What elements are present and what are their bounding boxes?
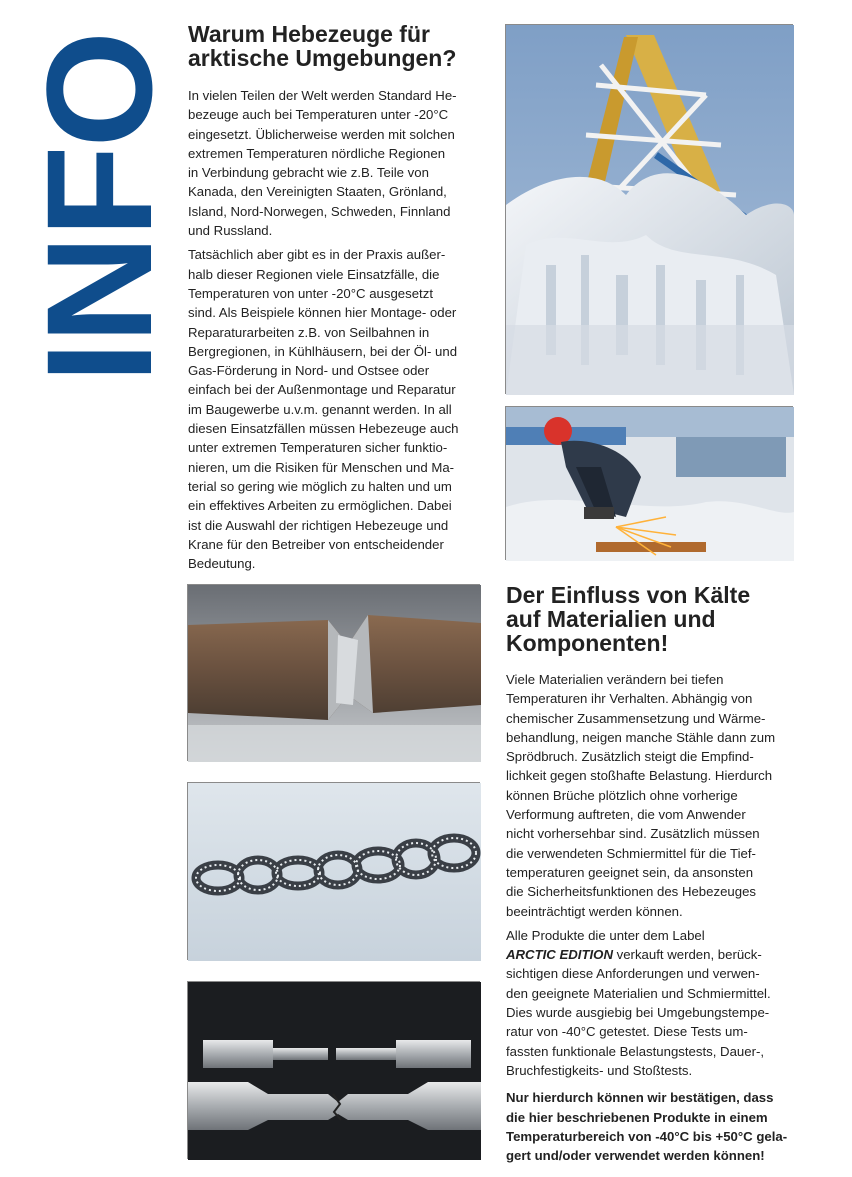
text-line: temperaturen geeignet sein, da ansonsten <box>506 864 754 880</box>
text-line: Temperaturbereich von -40°C bis +50°C gela- <box>506 1128 788 1144</box>
frosted-chain-image <box>188 783 481 961</box>
text-line: chemischer Zusammensetzung und Wärme- <box>506 710 766 726</box>
text-line: ratur von -40°C getestet. Diese Tests um- <box>506 1024 748 1040</box>
section2-paragraph1 <box>506 670 806 921</box>
text-line: fassten funktionale Belastungstests, Dauer-, <box>506 1043 765 1059</box>
text-line: Temperaturen ihr Verhalten. Abhängig von <box>506 691 753 707</box>
worker-photo <box>505 406 793 560</box>
text-line: einfach bei der Außenmontage und Reparatur <box>188 382 456 398</box>
section2-heading-line: auf Materialien und <box>506 606 716 632</box>
text-line: Dies wurde ausgiebig bei Umgebungstempe- <box>506 1005 770 1021</box>
section1-heading-line: Warum Hebezeuge für <box>188 21 430 47</box>
frozen-rig-photo <box>505 24 793 394</box>
text-line: ist die Auswahl der richtigen Hebezeuge und <box>188 517 449 533</box>
text-line: Alle Produkte die unter dem Label <box>506 927 705 943</box>
text-line: die verwendeten Schmiermittel für die Tief- <box>506 845 756 861</box>
section1-paragraph1 <box>188 86 488 240</box>
text-line: diesen Einsatzfällen müssen Hebezeuge auch <box>188 421 459 437</box>
text-line: eingesetzt. Üblicherweise werden mit solchen <box>188 126 455 142</box>
text-line: die hier beschriebenen Produkte in einem <box>506 1109 768 1125</box>
text-line: bezeuge auch bei Temperaturen unter -20°C <box>188 107 449 123</box>
text-line: Sprödbruch. Zusätzlich steigt die Empfind- <box>506 749 754 765</box>
text-line: den geeignete Materialien und Schmiermittel. <box>506 985 771 1001</box>
fractured-steel-image <box>188 585 481 762</box>
text-line: Island, Nord-Norwegen, Schweden, Finnland <box>188 203 451 219</box>
worker-image <box>506 407 794 561</box>
fractured-steel-photo <box>187 584 480 761</box>
text-fragment: verkauft werden, berück- <box>612 947 762 963</box>
text-line: terial so gering wie möglich zu halten und um <box>188 478 452 494</box>
section2-heading-line: Der Einfluss von Kälte <box>506 582 751 608</box>
text-line: unter extremen Temperaturen sicher funktio- <box>188 440 448 456</box>
text-line: Gas-Förderung in Nord- und Ostsee oder <box>188 363 430 379</box>
text-line: in Verbindung gebracht wie z.B. Teile von <box>188 165 429 181</box>
section2-body <box>506 670 806 1170</box>
text-line: die Sicherheitsfunktionen des Hebezeuges <box>506 884 756 900</box>
section2-heading <box>506 583 750 655</box>
text-line: Verformung auftreten, die vom Anwender <box>506 807 746 823</box>
frosted-chain-photo <box>187 782 480 960</box>
text-line: Bedeutung. <box>188 556 256 572</box>
text-line: extremen Temperaturen nördliche Regionen <box>188 145 446 161</box>
info-title-text: INFO <box>15 32 183 384</box>
text-line: Bruchfestigkeits- und Stoßtests. <box>506 1062 693 1078</box>
tensile-specimens-image <box>188 982 481 1160</box>
text-line: Tatsächlich aber gibt es in der Praxis außer- <box>188 247 446 263</box>
text-line: und Russland. <box>188 223 273 239</box>
text-line <box>506 945 806 964</box>
text-line: behandlung, neigen manche Stähle dann zum <box>506 729 776 745</box>
text-line: können Brüche plötzlich ohne vorherige <box>506 787 738 803</box>
text-line: Bergregionen, in Kühlhäusern, bei der Öl- und <box>188 343 458 359</box>
text-line: lichkeit gegen stoßhafte Belastung. Hierdurch <box>506 768 773 784</box>
section2-conclusion <box>506 1088 806 1165</box>
text-line: Kanada, den Vereinigten Staaten, Grönland, <box>188 184 447 200</box>
section2-paragraph2 <box>506 926 806 1080</box>
text-line: In vielen Teilen der Welt werden Standard He- <box>188 88 457 103</box>
info-sidebar-title <box>15 32 183 384</box>
text-line: sind. Als Beispiele können hier Montage- oder <box>188 305 457 321</box>
tensile-specimens-photo <box>187 981 480 1159</box>
text-line: sichtigen diese Anforderungen und verwen- <box>506 966 760 982</box>
section1-body <box>188 86 488 578</box>
arctic-edition-label: ARCTIC EDITION <box>506 947 613 963</box>
section2-heading-line: Komponenten! <box>506 630 669 656</box>
text-line: halb dieser Regionen viele Einsatzfälle, die <box>188 266 440 282</box>
text-line: im Baugewerbe u.v.m. genannt werden. In all <box>188 401 452 417</box>
text-line: gert und/oder verwendet werden können! <box>506 1148 765 1164</box>
frozen-rig-image <box>506 25 794 395</box>
text-line: Nur hierdurch können wir bestätigen, dass <box>506 1090 774 1106</box>
text-line: Viele Materialien verändern bei tiefen <box>506 672 724 687</box>
text-line: nieren, um die Risiken für Menschen und Ma- <box>188 459 455 475</box>
text-line: nicht vorhersehbar sind. Zusätzlich müssen <box>506 826 760 842</box>
text-line: ein effektives Arbeiten zu ermöglichen. Dabei <box>188 498 452 514</box>
text-line: Temperaturen von unter -20°C ausgesetzt <box>188 285 433 301</box>
section1-paragraph2 <box>188 245 488 573</box>
text-line: Reparaturarbeiten z.B. von Seilbahnen in <box>188 324 430 340</box>
text-line: Krane für den Betreiber von entscheidender <box>188 536 444 552</box>
text-line: beeinträchtigt werden können. <box>506 903 683 919</box>
section1-heading <box>188 22 456 70</box>
section1-heading-line: arktische Umgebungen? <box>188 45 457 71</box>
